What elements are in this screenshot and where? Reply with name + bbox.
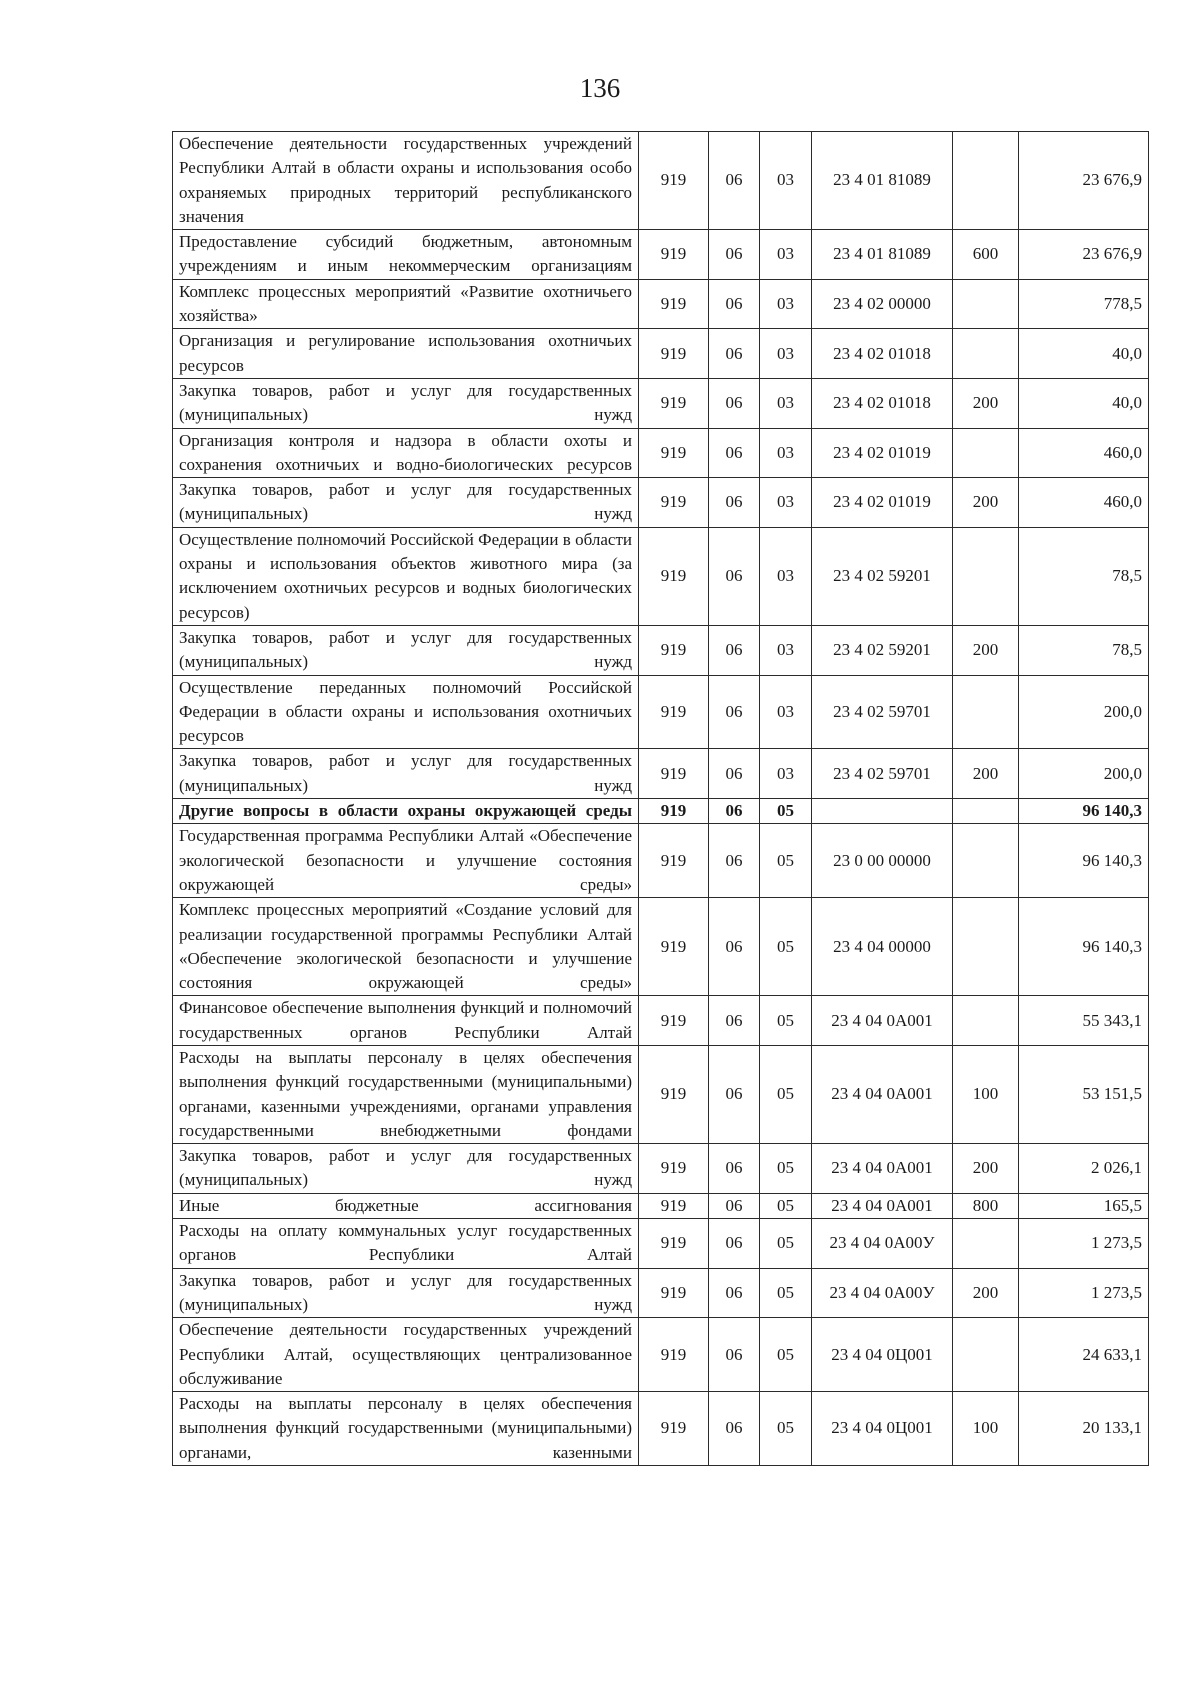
row-expense-type-cell [953,132,1019,230]
row-expense-type-cell: 600 [953,230,1019,280]
row-name-cell: Организация контроля и надзора в области охоты и сохранения охотничьих и водно-биологических ресурсов [173,428,639,478]
row-subsection-cell: 05 [760,799,812,824]
row-section-cell: 06 [709,1193,760,1218]
row-name-cell: Закупка товаров, работ и услуг для государственных (муниципальных) нужд [173,1144,639,1194]
row-subsection-cell: 05 [760,1219,812,1269]
row-section-cell: 06 [709,1268,760,1318]
row-subsection-cell: 03 [760,132,812,230]
row-target-article-cell: 23 4 02 00000 [812,279,953,329]
row-expense-type-cell: 200 [953,625,1019,675]
row-name-cell: Закупка товаров, работ и услуг для государственных (муниципальных) нужд [173,1268,639,1318]
row-expense-type-cell [953,898,1019,996]
row-name-cell: Финансовое обеспечение выполнения функций и полномочий государственных органов Республики Алтай [173,996,639,1046]
row-admin-code-cell: 919 [639,749,709,799]
row-target-article-cell: 23 4 01 81089 [812,132,953,230]
row-name-cell: Расходы на выплаты персоналу в целях обеспечения выполнения функций государственными (муниципальными) органами, казенными [173,1392,639,1466]
row-subsection-cell: 03 [760,279,812,329]
row-section-cell: 06 [709,996,760,1046]
row-target-article-cell: 23 4 02 59201 [812,527,953,625]
row-section-cell: 06 [709,824,760,898]
row-expense-type-cell [953,428,1019,478]
row-name-cell: Предоставление субсидий бюджетным, автономным учреждениям и иным некоммерческим организациям [173,230,639,280]
row-target-article-cell: 23 4 02 01018 [812,329,953,379]
table-row [173,1268,1149,1318]
row-name-cell: Осуществление переданных полномочий Российской Федерации в области охраны и использования охотничьих ресурсов [173,675,639,749]
row-amount-cell: 78,5 [1019,625,1149,675]
row-admin-code-cell: 919 [639,428,709,478]
row-admin-code-cell: 919 [639,1219,709,1269]
row-admin-code-cell: 919 [639,378,709,428]
row-amount-cell: 23 676,9 [1019,132,1149,230]
row-target-article-cell: 23 4 04 0А001 [812,1144,953,1194]
table-row [173,230,1149,280]
table-row [173,527,1149,625]
row-expense-type-cell: 800 [953,1193,1019,1218]
row-subsection-cell: 03 [760,625,812,675]
row-amount-cell: 1 273,5 [1019,1268,1149,1318]
row-section-cell: 06 [709,898,760,996]
row-name-cell: Закупка товаров, работ и услуг для государственных (муниципальных) нужд [173,478,639,528]
row-name-cell: Обеспечение деятельности государственных учреждений Республики Алтай в области охраны и использования особо охраняемых природных территорий республиканского значения [173,132,639,230]
row-amount-cell: 1 273,5 [1019,1219,1149,1269]
table-row [173,279,1149,329]
row-subsection-cell: 03 [760,230,812,280]
row-admin-code-cell: 919 [639,1144,709,1194]
row-target-article-cell: 23 4 04 0Ц001 [812,1392,953,1466]
row-name-cell: Расходы на выплаты персоналу в целях обеспечения выполнения функций государственными (муниципальными) органами, казенными учреждениями, органами управления государственными внебюджетными фондами [173,1045,639,1143]
row-target-article-cell: 23 4 04 0А00У [812,1268,953,1318]
row-subsection-cell: 03 [760,329,812,379]
row-section-cell: 06 [709,329,760,379]
row-subsection-cell: 05 [760,898,812,996]
row-subsection-cell: 03 [760,378,812,428]
row-amount-cell: 2 026,1 [1019,1144,1149,1194]
table-row [173,824,1149,898]
row-amount-cell: 55 343,1 [1019,996,1149,1046]
row-amount-cell: 96 140,3 [1019,898,1149,996]
row-expense-type-cell: 100 [953,1045,1019,1143]
row-subsection-cell: 05 [760,1318,812,1392]
row-amount-cell: 24 633,1 [1019,1318,1149,1392]
row-target-article-cell: 23 4 04 0А00У [812,1219,953,1269]
row-amount-cell: 53 151,5 [1019,1045,1149,1143]
row-amount-cell: 96 140,3 [1019,824,1149,898]
row-name-cell: Закупка товаров, работ и услуг для государственных (муниципальных) нужд [173,625,639,675]
table-row [173,675,1149,749]
row-subsection-cell: 05 [760,996,812,1046]
row-section-cell: 06 [709,1144,760,1194]
page-number: 136 [579,73,621,103]
row-expense-type-cell [953,799,1019,824]
row-target-article-cell: 23 0 00 00000 [812,824,953,898]
row-section-cell: 06 [709,230,760,280]
table-row [173,625,1149,675]
row-section-cell: 06 [709,675,760,749]
row-expense-type-cell: 200 [953,1268,1019,1318]
budget-table-body [173,132,1149,1466]
row-name-cell: Осуществление полномочий Российской Федерации в области охраны и использования объектов животного мира (за исключением охотничьих ресурсов и водных биологических ресурсов) [173,527,639,625]
row-target-article-cell: 23 4 02 59201 [812,625,953,675]
row-section-cell: 06 [709,1318,760,1392]
row-admin-code-cell: 919 [639,1392,709,1466]
table-row [173,1318,1149,1392]
row-admin-code-cell: 919 [639,478,709,528]
table-row [173,1219,1149,1269]
row-target-article-cell: 23 4 04 0Ц001 [812,1318,953,1392]
budget-table [172,131,1149,1466]
row-amount-cell: 778,5 [1019,279,1149,329]
table-row [173,996,1149,1046]
row-amount-cell: 23 676,9 [1019,230,1149,280]
row-admin-code-cell: 919 [639,527,709,625]
row-expense-type-cell: 200 [953,749,1019,799]
table-row [173,799,1149,824]
row-subsection-cell: 05 [760,1392,812,1466]
row-amount-cell: 200,0 [1019,749,1149,799]
row-section-cell: 06 [709,378,760,428]
row-expense-type-cell: 200 [953,378,1019,428]
row-expense-type-cell: 100 [953,1392,1019,1466]
row-section-cell: 06 [709,1045,760,1143]
row-section-cell: 06 [709,428,760,478]
row-name-cell: Государственная программа Республики Алтай «Обеспечение экологической безопасности и улучшение состояния окружающей среды» [173,824,639,898]
row-amount-cell: 460,0 [1019,478,1149,528]
table-row [173,898,1149,996]
row-section-cell: 06 [709,527,760,625]
row-section-cell: 06 [709,132,760,230]
row-expense-type-cell [953,527,1019,625]
row-section-cell: 06 [709,799,760,824]
row-amount-cell: 200,0 [1019,675,1149,749]
row-amount-cell: 78,5 [1019,527,1149,625]
row-subsection-cell: 05 [760,1144,812,1194]
row-name-cell: Комплекс процессных мероприятий «Развитие охотничьего хозяйства» [173,279,639,329]
row-amount-cell: 40,0 [1019,378,1149,428]
row-subsection-cell: 03 [760,527,812,625]
row-amount-cell: 40,0 [1019,329,1149,379]
row-admin-code-cell: 919 [639,1045,709,1143]
row-amount-cell: 165,5 [1019,1193,1149,1218]
row-admin-code-cell: 919 [639,996,709,1046]
row-amount-cell: 96 140,3 [1019,799,1149,824]
row-subsection-cell: 05 [760,824,812,898]
table-row [173,1193,1149,1218]
table-row [173,329,1149,379]
row-subsection-cell: 05 [760,1045,812,1143]
row-admin-code-cell: 919 [639,1268,709,1318]
row-admin-code-cell: 919 [639,279,709,329]
table-row [173,428,1149,478]
row-expense-type-cell [953,1219,1019,1269]
row-subsection-cell: 03 [760,428,812,478]
table-row [173,1045,1149,1143]
row-target-article-cell: 23 4 04 0А001 [812,1193,953,1218]
row-target-article-cell: 23 4 04 0А001 [812,996,953,1046]
row-target-article-cell: 23 4 02 01019 [812,428,953,478]
row-admin-code-cell: 919 [639,1318,709,1392]
row-name-cell: Комплекс процессных мероприятий «Создание условий для реализации государственной программы Республики Алтай «Обеспечение экологической безопасности и улучшение состояния окружающей среды» [173,898,639,996]
row-target-article-cell: 23 4 04 0А001 [812,1045,953,1143]
row-target-article-cell: 23 4 02 59701 [812,749,953,799]
row-admin-code-cell: 919 [639,625,709,675]
row-section-cell: 06 [709,1219,760,1269]
row-subsection-cell: 03 [760,478,812,528]
table-row [173,1144,1149,1194]
row-subsection-cell: 05 [760,1268,812,1318]
row-section-cell: 06 [709,749,760,799]
row-name-cell: Организация и регулирование использования охотничьих ресурсов [173,329,639,379]
row-name-cell: Иные бюджетные ассигнования [173,1193,639,1218]
row-amount-cell: 460,0 [1019,428,1149,478]
row-name-cell: Другие вопросы в области охраны окружающей среды [173,799,639,824]
row-name-cell: Обеспечение деятельности государственных учреждений Республики Алтай, осуществляющих централизованное обслуживание [173,1318,639,1392]
row-section-cell: 06 [709,625,760,675]
row-amount-cell: 20 133,1 [1019,1392,1149,1466]
row-expense-type-cell [953,675,1019,749]
row-admin-code-cell: 919 [639,230,709,280]
row-admin-code-cell: 919 [639,675,709,749]
row-expense-type-cell [953,996,1019,1046]
table-row [173,132,1149,230]
row-name-cell: Закупка товаров, работ и услуг для государственных (муниципальных) нужд [173,749,639,799]
row-admin-code-cell: 919 [639,329,709,379]
row-target-article-cell: 23 4 02 01019 [812,478,953,528]
row-section-cell: 06 [709,478,760,528]
row-subsection-cell: 03 [760,675,812,749]
row-expense-type-cell [953,279,1019,329]
row-admin-code-cell: 919 [639,1193,709,1218]
row-admin-code-cell: 919 [639,132,709,230]
row-subsection-cell: 03 [760,749,812,799]
row-target-article-cell: 23 4 01 81089 [812,230,953,280]
row-admin-code-cell: 919 [639,824,709,898]
table-row [173,378,1149,428]
row-target-article-cell: 23 4 02 59701 [812,675,953,749]
row-name-cell: Расходы на оплату коммунальных услуг государственных органов Республики Алтай [173,1219,639,1269]
row-section-cell: 06 [709,279,760,329]
row-expense-type-cell [953,1318,1019,1392]
row-name-cell: Закупка товаров, работ и услуг для государственных (муниципальных) нужд [173,378,639,428]
table-row [173,749,1149,799]
row-expense-type-cell: 200 [953,478,1019,528]
row-admin-code-cell: 919 [639,799,709,824]
row-subsection-cell: 05 [760,1193,812,1218]
row-expense-type-cell [953,824,1019,898]
table-row [173,1392,1149,1466]
row-target-article-cell [812,799,953,824]
row-target-article-cell: 23 4 04 00000 [812,898,953,996]
row-expense-type-cell: 200 [953,1144,1019,1194]
row-expense-type-cell [953,329,1019,379]
table-row [173,478,1149,528]
row-target-article-cell: 23 4 02 01018 [812,378,953,428]
row-admin-code-cell: 919 [639,898,709,996]
row-section-cell: 06 [709,1392,760,1466]
